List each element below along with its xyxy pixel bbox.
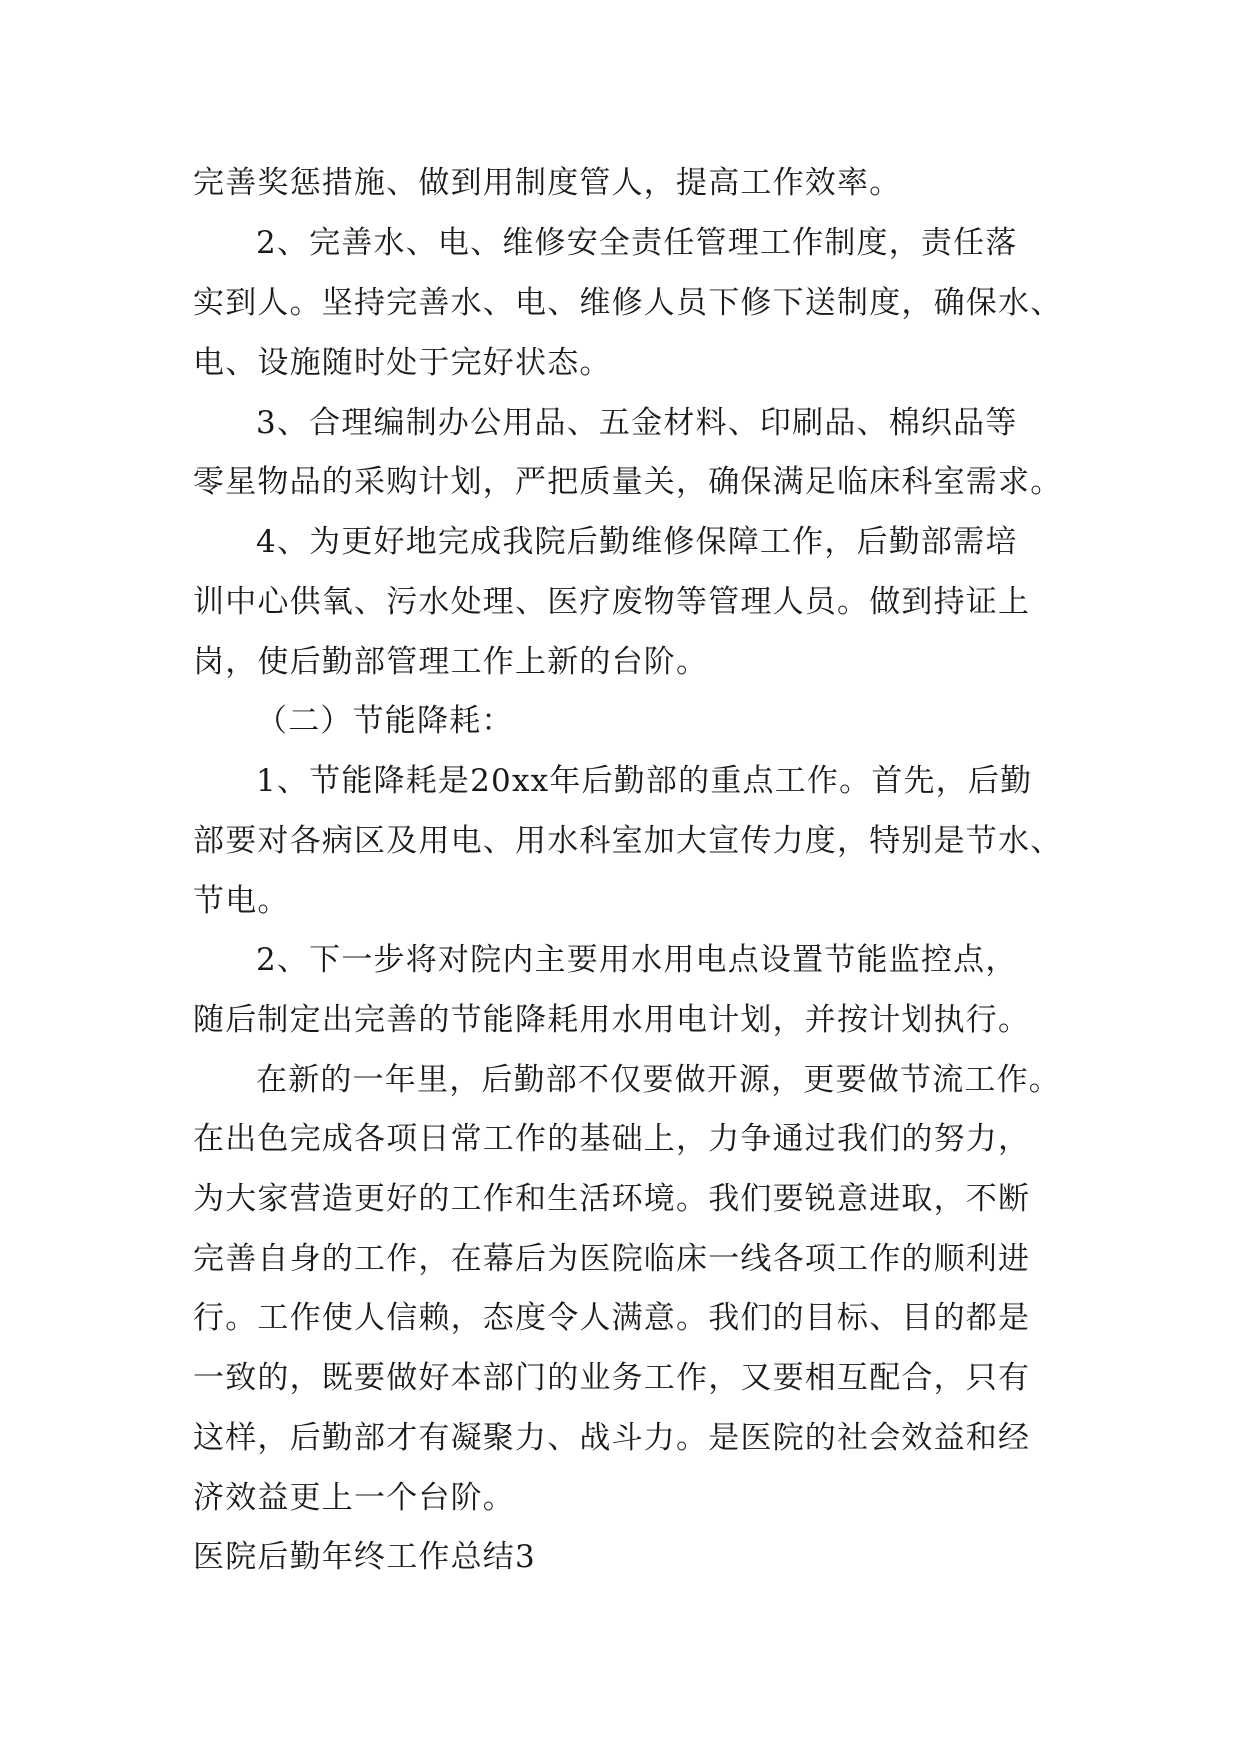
text-line: 零星物品的采购计划，严把质量关，确保满足临床科室需求。 — [193, 464, 1063, 500]
section-heading: （二）节能降耗： — [256, 703, 514, 739]
document-heading: 医院后勤年终工作总结3 — [193, 1539, 536, 1575]
text-line: 电、设施随时处于完好状态。 — [193, 345, 612, 381]
text-line: 2、下一步将对院内主要用水用电点设置节能监控点， — [256, 942, 1018, 978]
text-line: 部要对各病区及用电、用水科室加大宣传力度，特别是节水、 — [193, 823, 1063, 859]
text-line: 训中心供氧、污水处理、医疗废物等管理人员。做到持证上 — [193, 584, 1031, 620]
text-line: 完善自身的工作，在幕后为医院临床一线各项工作的顺利进 — [193, 1241, 1031, 1277]
text-line: 为大家营造更好的工作和生活环境。我们要锐意进取，不断 — [193, 1181, 1031, 1217]
text-line: 3、合理编制办公用品、五金材料、印刷品、棉织品等 — [256, 405, 1018, 441]
text-line: 完善奖惩措施、做到用制度管人，提高工作效率。 — [193, 165, 902, 201]
text-line: 2、完善水、电、维修安全责任管理工作制度，责任落 — [256, 225, 1018, 261]
text-line: 这样，后勤部才有凝聚力、战斗力。是医院的社会效益和经 — [193, 1420, 1031, 1456]
text-line: 在出色完成各项日常工作的基础上，力争通过我们的努力， — [193, 1121, 1031, 1157]
text-line: 4、为更好地完成我院后勤维修保障工作，后勤部需培 — [256, 524, 1018, 560]
text-line: 一致的，既要做好本部门的业务工作，又要相互配合，只有 — [193, 1360, 1031, 1396]
text-line: 1、节能降耗是20xx年后勤部的重点工作。首先，后勤 — [256, 763, 1033, 799]
text-line: 济效益更上一个台阶。 — [193, 1480, 515, 1516]
text-line: 节电。 — [193, 883, 290, 919]
text-line: 实到人。坚持完善水、电、维修人员下修下送制度，确保水、 — [193, 285, 1063, 321]
text-line: 行。工作使人信赖，态度令人满意。我们的目标、目的都是 — [193, 1300, 1031, 1336]
text-line: 岗，使后勤部管理工作上新的台阶。 — [193, 644, 709, 680]
text-line: 随后制定出完善的节能降耗用水用电计划，并按计划执行。 — [193, 1002, 1031, 1038]
text-line: 在新的一年里，后勤部不仅要做开源，更要做节流工作。 — [256, 1062, 1061, 1098]
